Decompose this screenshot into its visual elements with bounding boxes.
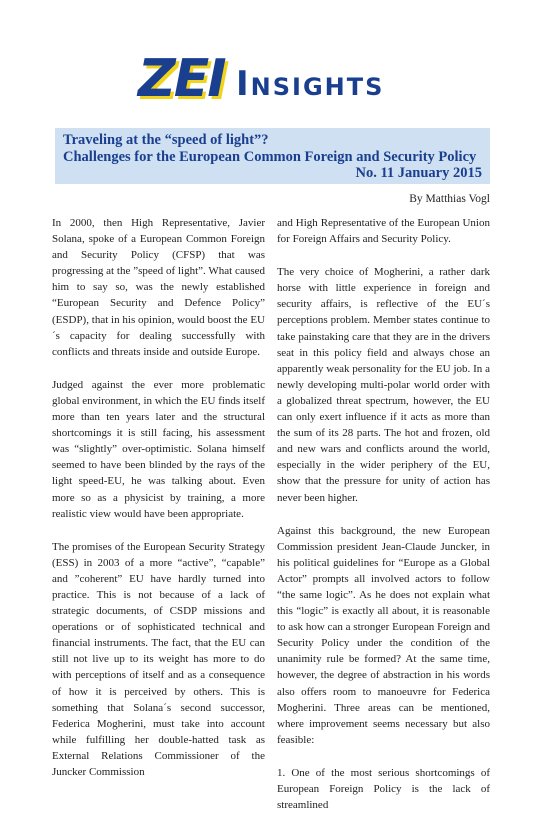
right-column [277, 215, 490, 830]
paragraph: The promises of the European Security Strategy (ESS) in 2003 of a more “active”, “capable” and ”coherent” EU have hardly turned into practice. This is not because of a lack of strategic documents, of CSDP missions and operations or of sophisticated technical and financial instruments. The fact, that the EU can still not live up to its weight has more to do with perceptions of itself and as a consequence of how it is perceived by others. This is something that Solana´s second successor, Federica Mogherini, must take into account while fulfilling her double-hatted task as External Relations Commissioner of the Juncker Commission [52, 540, 265, 778]
left-column [52, 215, 265, 797]
zei-insights-logo [138, 50, 438, 108]
paragraph: Judged against the ever more problematic global environment, in which the EU finds itself more than ten years later and the structural shortcomings it is still facing, his assessment was “slightly” over-optimistic. Solana himself seemed to have been blinded by the rays of the light speed-EU, he was talking about. Even more so as a physicist by training, a more realistic view would have been appropriate. [52, 378, 265, 520]
title-line-2: Challenges for the European Common Foreign and Security Policy [63, 148, 477, 165]
paragraph: Against this background, the new European Commission president Jean-Claude Juncker, in his political guidelines for “Europe as a Global Actor” prompts all involved actors to follow “the same logic”. As he does not explain what this “logic” is exactly all about, it is reasonable to ask how can a stronger European Foreign and Security Policy under the condition of the unanimity rule be formed? At the same time, however, the degree of abstraction in his words also offers room to manoeuvre for Federica Mogherini. Three areas can be mentioned, where improvement seems necessary but also feasible: [277, 524, 490, 746]
paragraph: and High Representative of the European Union for Foreign Affairs and Security Policy. [277, 217, 490, 246]
title-box [55, 128, 490, 184]
title-line-1: Traveling at the “speed of light”? [63, 132, 269, 148]
paragraph: The very choice of Mogherini, a rather dark horse with little experience in foreign and security affairs, is reflective of the EU´s perceptions problem. Member states continue to take painstaking care that they are in the drivers seat in this policy field and always chose an apparently weak personality for the EU job. In a newly developing multi-polar world order with a globalized threat spectrum, however, the EU can only exert influence if it acts as more than the sum of its 28 parts. The hot and frozen, old and new wars and conflicts around the world, especially in the wider periphery of the EU, show that the pressure for unity of action has never been higher. [277, 266, 490, 504]
paragraph: In 2000, then High Representative, Javier Solana, spoke of a European Common Foreign and Security Policy (CFSP) that was progressing at the ”speed of light”. What caused him to say so, was the newly established “European Security and Defence Policy” (ESDP), that in his opinion, would boost the EU´s capacity for dealing successfully with conflicts and threats inside and outside Europe. [52, 217, 265, 358]
logo-product: Insights [236, 64, 385, 104]
paragraph: 1. One of the most serious shortcomings of European Foreign Policy is the lack of streamlined [277, 766, 490, 812]
logo-brand: ZEI [138, 49, 225, 109]
issue-date: No. 11 January 2015 [355, 165, 482, 181]
author-byline: By Matthias Vogl [409, 193, 490, 205]
